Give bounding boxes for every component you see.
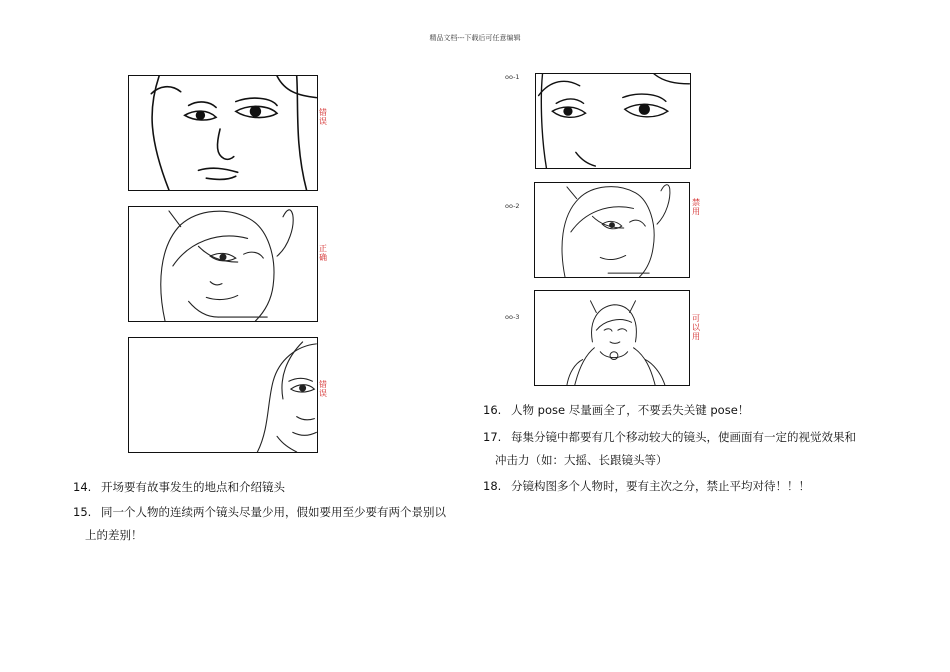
page-header: 精品文档---下载后可任意编辑 bbox=[429, 34, 521, 42]
note-14 bbox=[73, 476, 285, 499]
storyboard-shot-2 bbox=[534, 182, 690, 278]
note-number: 14. bbox=[73, 480, 92, 494]
shot-2-label: 禁用 bbox=[692, 198, 700, 216]
frame-3-label: 错误 bbox=[319, 380, 327, 398]
shot-id-1: oo-1 bbox=[505, 73, 520, 81]
note-text: 每集分镜中都要有几个移动较大的镜头，使画面有一定的视觉效果和 bbox=[511, 430, 856, 444]
frame-2-label: 正确 bbox=[319, 244, 327, 262]
note-text-cont: 冲击力（如：大摇、长跟镜头等） bbox=[495, 453, 668, 467]
eyes-closeup-sketch-icon bbox=[536, 74, 690, 168]
girl-cat-ears-sketch-icon bbox=[535, 183, 689, 277]
note-number: 16. bbox=[483, 403, 502, 417]
storyboard-frame-correct bbox=[128, 206, 318, 322]
note-16 bbox=[483, 399, 749, 422]
storyboard-shot-1 bbox=[535, 73, 691, 169]
frame-1-label: 错误 bbox=[319, 108, 327, 126]
storyboard-frame-face-cut bbox=[128, 337, 318, 453]
girl-cat-ears-sketch-icon bbox=[129, 207, 317, 321]
note-text: 人物 pose 尽量画全了，不要丢失关键 pose！ bbox=[511, 403, 750, 417]
shot-id-2: oo-2 bbox=[505, 202, 520, 210]
note-number: 15. bbox=[73, 505, 92, 519]
storyboard-frame-extreme-closeup bbox=[128, 75, 318, 191]
face-sketch-icon bbox=[129, 76, 317, 190]
shot-id-3: oo-3 bbox=[505, 313, 520, 321]
note-text: 分镜构图多个人物时，要有主次之分，禁止平均对待！！！ bbox=[511, 479, 810, 493]
girl-bell-sketch-icon bbox=[535, 291, 689, 385]
storyboard-shot-3 bbox=[534, 290, 690, 386]
note-number: 17. bbox=[483, 430, 502, 444]
note-number: 18. bbox=[483, 479, 502, 493]
note-text: 同一个人物的连续两个镜头尽量少用，假如要用至少要有两个景别以 bbox=[101, 505, 446, 519]
note-15 bbox=[73, 501, 473, 547]
note-17 bbox=[483, 426, 893, 472]
shot-3-label: 可以用 bbox=[692, 314, 700, 341]
note-text-cont: 上的差别！ bbox=[85, 528, 143, 542]
note-18 bbox=[483, 475, 810, 498]
half-face-sketch-icon bbox=[129, 338, 317, 452]
note-text: 开场要有故事发生的地点和介绍镜头 bbox=[101, 480, 285, 494]
